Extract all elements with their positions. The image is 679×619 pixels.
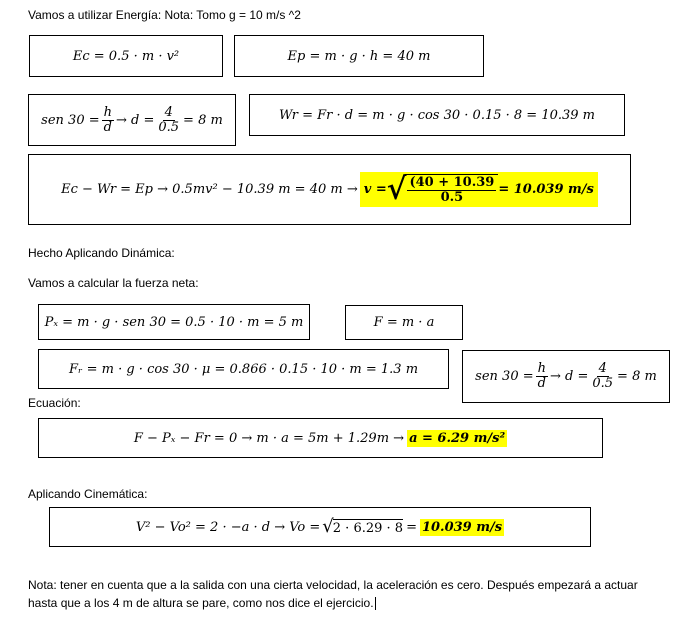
fraction-num: (40 + 10.39 — [409, 175, 495, 190]
kinetic-energy-equation-box — [29, 35, 223, 77]
sine-left: sen 30 = — [41, 112, 100, 128]
equation-heading: Ecuación: — [28, 396, 81, 410]
fraction-num: h — [103, 104, 112, 120]
velocity-fraction — [407, 176, 496, 205]
motion-equation-left: F − Pₓ − Fr = 0 → m · a = 5m + 1.29m → — [133, 430, 405, 446]
fraction-num: h — [537, 361, 546, 376]
fraction-num: 4 — [164, 104, 173, 120]
energy-balance-left: Ec − Wr = Ep → 0.5mv² − 10.39 m = 40 m → — [61, 182, 358, 197]
kinematic-equation-left: V² − Vo² = 2 · −a · d → Vo = — [135, 519, 321, 535]
sine-mid: → d = — [549, 369, 589, 384]
sine-left: sen 30 = — [475, 369, 534, 384]
velocity-label: v = — [363, 182, 387, 197]
initial-velocity-result: 10.039 m/s — [421, 519, 503, 535]
note-text: Nota: tener en cuenta que a la salida con una cierta velocidad, la aceleración es cero. Después empezará a actuar hasta que a los 4 m de altura se pare, como nos dice el ejercicio. — [28, 578, 638, 610]
potential-energy-equation-box — [234, 35, 484, 77]
sine-right: = 8 m — [617, 369, 657, 384]
fraction-den: 0.5 — [440, 190, 464, 205]
friction-work-equation: Wr = Fr · d = m · g · cos 30 · 0.15 · 8 = 10.39 m — [279, 107, 595, 123]
fraction-4-over-05 — [156, 106, 181, 135]
acceleration-result: a = 6.29 m/s² — [409, 430, 506, 446]
velocity-result: = 10.039 m/s — [498, 182, 594, 197]
sine-distance-equation-box — [28, 94, 236, 146]
sine-mid: → d = — [115, 112, 155, 128]
sine-right: = 8 m — [183, 112, 223, 128]
fraction-den: d — [537, 376, 546, 391]
fraction-4-over-05 — [590, 362, 615, 391]
sine-distance-equation-box-2 — [462, 350, 670, 403]
fraction-den: d — [103, 119, 112, 135]
square-root: √ $\frac{(40 + 10.39}{0.5}$ — [387, 174, 499, 205]
motion-equation-box — [38, 418, 603, 458]
text-cursor — [375, 597, 376, 610]
weight-component-equation: Pₓ = m · g · sen 30 = 0.5 · 10 · m = 5 m — [44, 314, 304, 330]
kinematics-heading: Aplicando Cinemática: — [28, 487, 148, 501]
newton-equation-box — [345, 305, 463, 340]
velocity-result-highlight — [360, 172, 598, 207]
intro-energy-text: Vamos a utilizar Energía: Nota: Tomo g = 10 m/s ^2 — [28, 8, 301, 22]
square-root: √ 2 · 6.29 · 8 — [322, 516, 404, 537]
weight-component-equation-box — [38, 304, 310, 340]
kinetic-energy-equation: Ec = 0.5 · m · v² — [72, 48, 180, 64]
newton-equation: F = m · a — [373, 315, 435, 330]
equals-sign: = — [406, 519, 417, 535]
fraction-den: 0.5 — [592, 376, 614, 391]
friction-work-equation-box — [249, 94, 625, 136]
fraction-num: 4 — [598, 361, 607, 376]
radicand: 2 · 6.29 · 8 — [332, 520, 404, 536]
friction-force-equation: Fᵣ = m · g · cos 30 · μ = 0.866 · 0.15 · 10 · m = 1.3 m — [68, 361, 419, 377]
fraction-h-over-d — [536, 362, 548, 391]
net-force-heading: Vamos a calcular la fuerza neta: — [28, 276, 199, 290]
kinematic-equation-box — [49, 507, 591, 547]
energy-balance-equation-box — [28, 154, 631, 225]
fraction-den: 0.5 — [158, 119, 180, 135]
note-paragraph — [28, 576, 658, 612]
potential-energy-equation: Ep = m · g · h = 40 m — [287, 48, 431, 64]
dynamics-heading: Hecho Aplicando Dinámica: — [28, 246, 175, 260]
fraction-h-over-d — [102, 106, 114, 135]
friction-force-equation-box — [38, 349, 449, 389]
